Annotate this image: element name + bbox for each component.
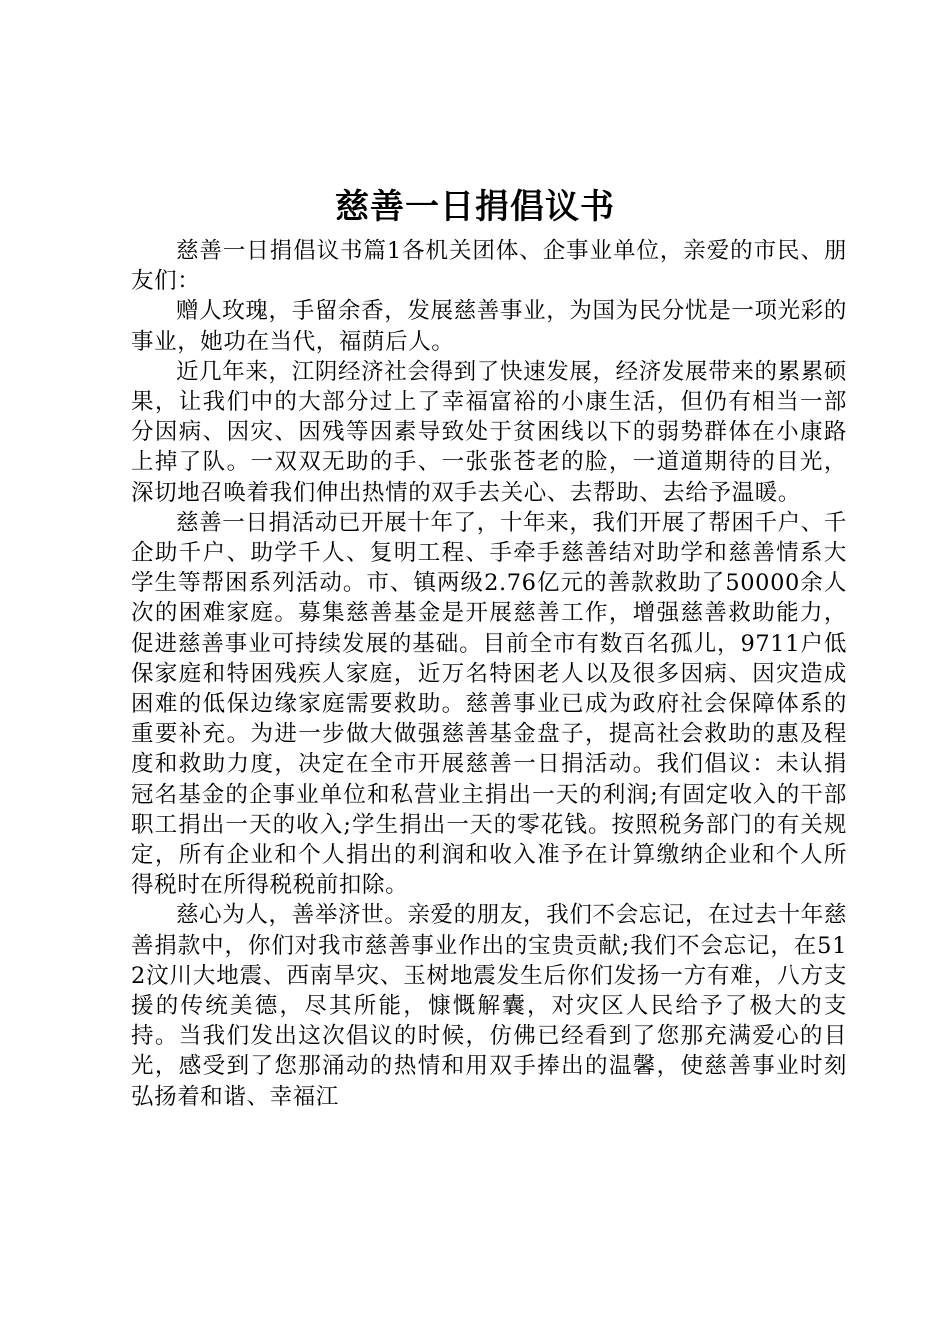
paragraph-intro: 赠人玫瑰，手留余香，发展慈善事业，为国为民分忧是一项光彩的事业，她功在当代，福荫后人。	[131, 298, 847, 355]
document-body	[131, 236, 847, 1112]
paragraph-appeal: 慈心为人，善举济世。亲爱的朋友，我们不会忘记，在过去十年慈善捐款中，你们对我市慈善事业作出的宝贵贡献;我们不会忘记，在512汶川大地震、西南旱灾、玉树地震发生后你们发扬一方有难，八方支援的传统美德，尽其所能，慷慨解囊，对灾区人民给予了极大的支持。当我们发出这次倡议的时候，仿佛已经看到了您那充满爱心的目光，感受到了您那涌动的热情和用双手捧出的温馨，使慈善事业时刻弘扬着和谐、幸福江	[131, 902, 847, 1110]
paragraph-salutation: 慈善一日捐倡议书篇1各机关团体、企事业单位，亲爱的市民、朋友们：	[131, 238, 847, 295]
paragraph-activity: 慈善一日捐活动已开展十年了，十年来，我们开展了帮困千户、千企助千户、助学千人、复明工程、手牵手慈善结对助学和慈善情系大学生等帮困系列活动。市、镇两级2.76亿元的善款救助了50000余人次的困难家庭。募集慈善基金是开展慈善工作，增强慈善救助能力，促进慈善事业可持续发展的基础。目前全市有数百名孤儿，9711户低保家庭和特困残疾人家庭，近万名特困老人以及很多因病、因灾造成困难的低保边缘家庭需要救助。慈善事业已成为政府社会保障体系的重要补充。为进一步做大做强慈善基金盘子，提高社会救助的惠及程度和救助力度，决定在全市开展慈善一日捐活动。我们倡议：未认捐冠名基金的企事业单位和私营业主捐出一天的利润;有固定收入的干部职工捐出一天的收入;学生捐出一天的零花钱。按照税务部门的有关规定，所有企业和个人捐出的利润和收入准予在计算缴纳企业和个人所得税时在所得税税前扣除。	[131, 509, 847, 899]
paragraph-background: 近几年来，江阴经济社会得到了快速发展，经济发展带来的累累硕果，让我们中的大部分过上了幸福富裕的小康生活，但仍有相当一部分因病、因灾、因残等因素导致处于贫困线以下的弱势群体在小康路上掉了队。一双双无助的手、一张张苍老的脸，一道道期待的目光，深切地召唤着我们伸出热情的双手去关心、去帮助、去给予温暖。	[131, 358, 847, 506]
document-title: 慈善一日捐倡议书	[335, 187, 615, 227]
